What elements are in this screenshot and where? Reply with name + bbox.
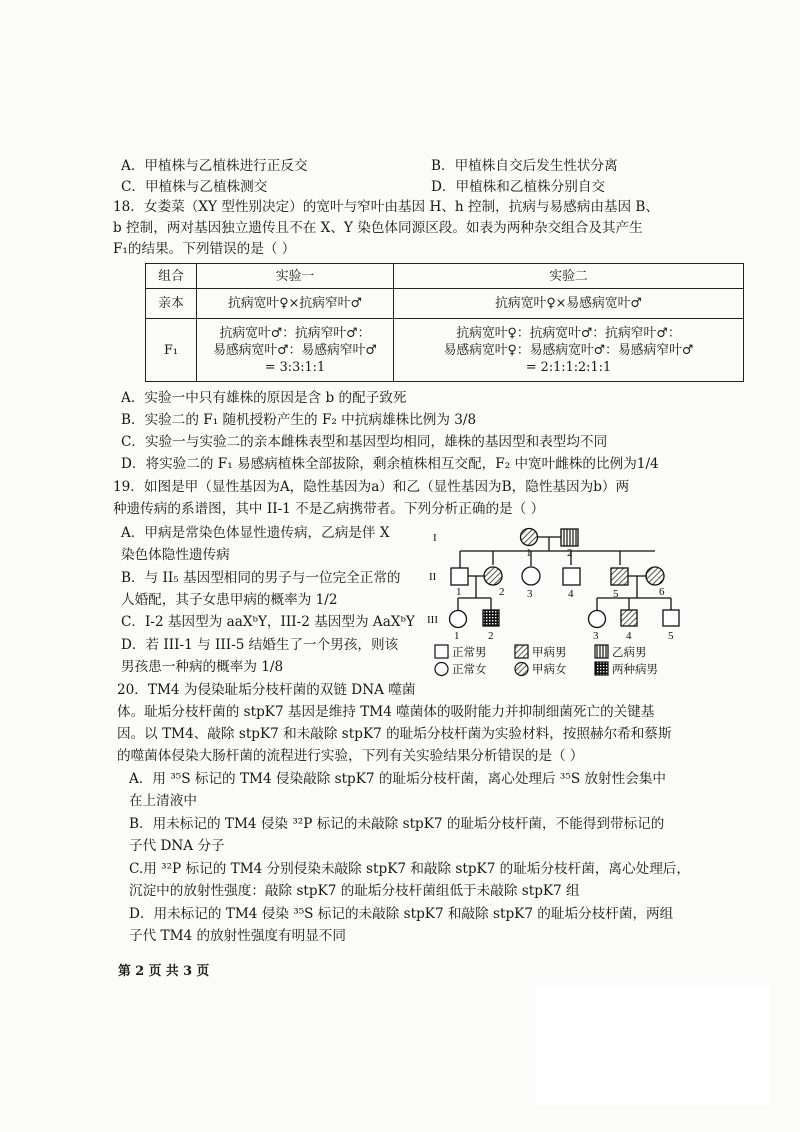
exp2-f1-cell — [394, 319, 744, 382]
q18-stem-line3: F₁的结果。下列错误的是（ ） — [113, 241, 296, 257]
pedigree-num-II3: 3 — [527, 588, 533, 600]
table-row-label-f1: F₁ — [146, 319, 197, 382]
table-header-exp1: 实验一 — [197, 264, 394, 289]
q20-option-d-line2: 子代 TM4 的放射性强度有明显不同 — [129, 928, 346, 944]
q20-stem-line4: 的噬菌体侵染大肠杆菌的流程进行实验，下列有关实验结果分析错误的是（ ） — [117, 748, 584, 764]
q18-option-b: B．实验二的 F₁ 随机授粉产生的 F₂ 中抗病雄株比例为 3/8 — [121, 412, 477, 428]
pedigree-II4-normal-male — [563, 568, 580, 585]
pedigree-chart — [425, 523, 715, 679]
exp2-f1-line2: 易感病宽叶♀：易感病宽叶♂：易感病窄叶♂ — [443, 342, 694, 358]
pedigree-II3-normal-female — [522, 567, 540, 585]
pedigree-num-II5: 5 — [613, 588, 619, 600]
pedigree-III3-normal-female — [589, 611, 606, 628]
table-header-group: 组合 — [146, 264, 197, 289]
pedigree-gen-I: I — [433, 532, 437, 544]
pedigree-I1-affected-female — [521, 529, 538, 546]
q19-option-a-line2: 染色体隐性遗传病 — [121, 547, 230, 563]
exp2-parent-cell: 抗病宽叶♀×易感病宽叶♂ — [394, 289, 744, 319]
pedigree-gen-II: II — [429, 571, 437, 583]
legend-b-male: 乙病男 — [612, 647, 647, 659]
pedigree-num-II1: 1 — [456, 586, 462, 598]
q20-option-c-line1: C.用 ³²P 标记的 TM4 分别侵染未敲除 stpK7 和敲除 stpK7 的耻垢分枝杆菌，离心处理后， — [129, 861, 690, 877]
q20-option-a-line2: 在上清液中 — [129, 793, 197, 809]
q18-stem-line1: 18．女娄菜（XY 型性别决定）的宽叶与窄叶由基因 H、h 控制，抗病与易感病由基因 B、 — [113, 199, 660, 215]
pedigree-legend — [435, 645, 658, 676]
q19-option-a-line1: A．甲病是常染色体显性遗传病，乙病是伴 X — [121, 525, 390, 541]
legend-a-female: 甲病女 — [532, 664, 567, 676]
q18-option-d: D．将实验二的 F₁ 易感病植株全部拔除，剩余植株相互交配，F₂ 中宽叶雌株的比例为1/4 — [121, 456, 659, 472]
pedigree-num-II6: 6 — [659, 586, 665, 598]
exp2-f1-line1: 抗病宽叶♀：抗病宽叶♂：抗病窄叶♂： — [456, 325, 681, 341]
exp1-parent-cell: 抗病宽叶♀×抗病窄叶♂ — [197, 289, 394, 319]
q20-option-a-line1: A．用 ³⁵S 标记的 TM4 侵染敲除 stpK7 的耻垢分枝杆菌，离心处理后 ³⁵S 放射性会集中 — [129, 771, 667, 787]
pedigree-I2-b-male — [561, 529, 578, 546]
pedigree-III2-both-male — [483, 610, 499, 626]
legend-both-male: 两种病男 — [612, 664, 658, 676]
pedigree-num-III2: 2 — [488, 630, 494, 642]
legend-a-male: 甲病男 — [532, 647, 567, 659]
blank-area — [535, 985, 770, 1105]
pedigree-num-II4: 4 — [568, 588, 574, 600]
q17-option-a: A．甲植株与乙植株进行正反交 — [121, 158, 308, 174]
table-header-exp2: 实验二 — [394, 264, 744, 289]
table-row-label-parent: 亲本 — [146, 289, 197, 319]
pedigree-II1-normal-male — [451, 568, 468, 585]
pedigree-III4-a-male — [621, 610, 637, 626]
q17-option-c: C．甲植株与乙植株测交 — [121, 179, 268, 195]
pedigree-num-III3: 3 — [593, 630, 599, 642]
exp2-f1-line3: = 2:1:1:2:1:1 — [525, 359, 612, 375]
q20-option-b-line2: 子代 DNA 分子 — [129, 838, 225, 854]
q19-option-b-line2: 人婚配，其子女患甲病的概率为 1/2 — [121, 592, 338, 608]
q18-option-a: A．实验一中只有雄株的原因是含 b 的配子致死 — [121, 390, 407, 406]
q20-option-d-line1: D．用未标记的 TM4 侵染 ³⁵S 标记的未敲除 stpK7 和敲除 stpK7 的耻垢分枝杆菌，两组 — [129, 906, 674, 922]
exp1-f1-line1: 抗病宽叶♂：抗病窄叶♂： — [219, 325, 371, 341]
pedigree-III1-normal-female — [450, 611, 467, 628]
pedigree-num-III4: 4 — [626, 630, 632, 642]
page-footer: 第 2 页 共 3 页 — [118, 964, 210, 979]
q19-option-d-line1: D．若 III-1 与 III-5 结婚生了一个男孩，则该 — [121, 637, 399, 653]
q18-stem-line2: b 控制，两对基因独立遗传且不在 X、Y 染色体同源区段。如表为两种杂交组合及其产生 — [113, 220, 643, 236]
q20-stem-line1: 20．TM4 为侵染耻垢分枝杆菌的双链 DNA 噬菌 — [117, 682, 416, 698]
q19-option-b-line1: B．与 II₅ 基因型相同的男子与一位完全正常的 — [121, 570, 401, 586]
pedigree-II6-a-female — [646, 567, 664, 585]
q20-stem-line2: 体。耻垢分枝杆菌的 stpK7 基因是维持 TM4 噬菌体的吸附能力并抑制细菌死亡的关键基 — [117, 704, 655, 720]
q19-option-d-line2: 男孩患一种病的概率为 1/8 — [121, 659, 284, 675]
q18-cross-table — [145, 263, 744, 382]
legend-normal-male: 正常男 — [452, 647, 487, 659]
q20-option-b-line1: B．用未标记的 TM4 侵染 ³²P 标记的未敲除 stpK7 的耻垢分枝杆菌，不能得到带标记的 — [129, 816, 665, 832]
legend-normal-female: 正常女 — [452, 664, 487, 676]
q17-option-b: B．甲植株自交后发生性状分离 — [431, 158, 618, 174]
pedigree-num-I2: 2 — [567, 547, 573, 559]
exp1-f1-line3: = 3:3:1:1 — [264, 359, 326, 375]
q17-option-d: D．甲植株和乙植株分别自交 — [431, 179, 606, 195]
pedigree-gen-III: III — [427, 614, 438, 626]
exp1-f1-cell — [197, 319, 394, 382]
pedigree-num-II2: 2 — [499, 586, 505, 598]
q19-option-c: C．I-2 基因型为 aaXᵇY，III-2 基因型为 AaXᵇY — [121, 614, 415, 630]
pedigree-num-III5: 5 — [668, 630, 674, 642]
q19-stem-line1: 19．如图是甲（显性基因为A，隐性基因为a）和乙（显性基因为B，隐性基因为b）两 — [113, 479, 630, 495]
pedigree-num-III1: 1 — [454, 630, 460, 642]
q18-option-c: C．实验一与实验二的亲本雌株表型和基因型均相同，雄株的基因型和表型均不同 — [121, 434, 608, 450]
pedigree-II2-a-female — [484, 567, 502, 585]
q19-stem-line2: 种遗传病的系谱图，其中 II-1 不是乙病携带者。下列分析正确的是（ ） — [113, 501, 545, 517]
q20-option-c-line2: 沉淀中的放射性强度：敲除 stpK7 的耻垢分枝杆菌组低于未敲除 stpK7 组 — [129, 883, 580, 899]
pedigree-III5-normal-male — [663, 610, 679, 626]
exp1-f1-line2: 易感病宽叶♂：易感病窄叶♂ — [213, 342, 377, 358]
pedigree-num-I1: 1 — [526, 547, 532, 559]
q20-stem-line3: 因。以 TM4、敲除 stpK7 和未敲除 stpK7 的耻垢分枝杆菌为实验材料，按照赫尔希和蔡斯 — [117, 726, 672, 742]
pedigree-II5-a-male — [611, 568, 628, 585]
